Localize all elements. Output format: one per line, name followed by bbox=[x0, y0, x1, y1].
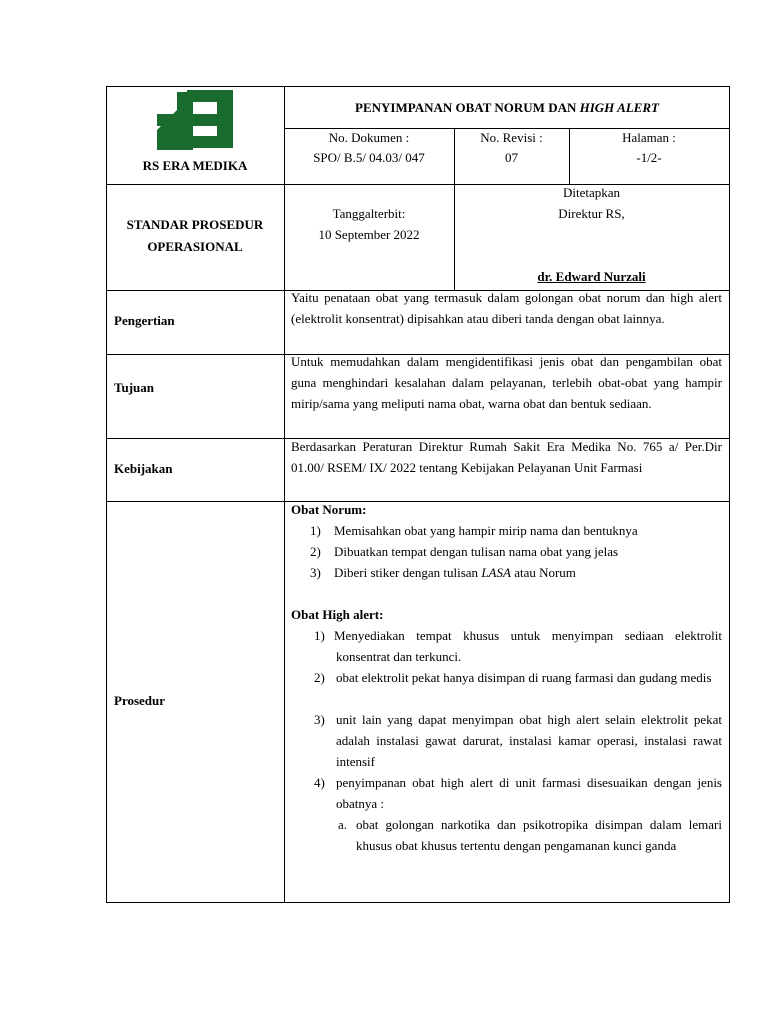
hospital-name: RS ERA MEDIKA bbox=[142, 158, 248, 173]
sop-line-1: STANDAR PROSEDUR bbox=[126, 217, 264, 232]
list-item-number: 2) bbox=[314, 670, 325, 685]
label-tujuan: Tujuan bbox=[114, 380, 154, 395]
item-text-italic: LASA bbox=[481, 565, 511, 580]
text-tujuan: Untuk memudahkan dalam mengidentifikasi jenis obat dan pengambilan obat guna menghindari kesalahan dalam pelayanan, terlebih obat-obat yang hampir mirip/sama yang meliputi nama obat, warna obat dan bentuk sediaan. bbox=[291, 354, 722, 411]
hospital-logo bbox=[155, 88, 237, 152]
list-item: unit lain yang dapat menyimpan obat high alert selain elektrolit pekat adalah instalasi gawat darurat, instalasi kamar operasi, instalasi rawat intensif bbox=[336, 712, 722, 769]
approved-role: Direktur RS, bbox=[558, 206, 625, 221]
border-left bbox=[106, 86, 107, 903]
issued-label: Tanggalterbit: bbox=[332, 206, 406, 221]
item-text-before: Diberi stiker dengan tulisan bbox=[334, 565, 482, 580]
list-item: obat elektrolit pekat hanya disimpan di ruang farmasi dan gudang medis bbox=[336, 670, 712, 685]
list-item bbox=[334, 562, 576, 583]
sub-item: obat golongan narkotika dan psikotropika disimpan dalam lemari khusus obat khusus tertentu dengan pengamanan kunci ganda bbox=[356, 817, 722, 853]
list-item: Menyediakan tempat khusus untuk menyimpan sediaan elektrolit konsentrat dan terkunci. bbox=[334, 628, 722, 664]
border-right bbox=[729, 86, 730, 903]
approved-label: Ditetapkan bbox=[562, 185, 621, 200]
high-alert-heading: Obat High alert: bbox=[291, 607, 384, 622]
issued-date: 10 September 2022 bbox=[318, 227, 420, 242]
sop-label bbox=[106, 214, 284, 258]
list-item: Dibuatkan tempat dengan tulisan nama obat yang jelas bbox=[334, 544, 619, 559]
list-item-number: 1) bbox=[310, 523, 321, 538]
title-main: PENYIMPANAN OBAT NORUM DAN bbox=[355, 100, 580, 115]
text-kebijakan: Berdasarkan Peraturan Direktur Rumah Sakit Era Medika No. 765 a/ Per.Dir 01.00/ RSEM/ IX/ 2022 tentang Kebijakan Pelayanan Unit Farmasi bbox=[291, 439, 722, 475]
sop-line-2: OPERASIONAL bbox=[147, 239, 243, 254]
revision-label: No. Revisi : bbox=[480, 130, 543, 145]
document-title bbox=[284, 99, 730, 117]
doc-no-label: No. Dokumen : bbox=[328, 130, 410, 145]
list-item-number: 3) bbox=[310, 565, 321, 580]
norum-heading: Obat Norum: bbox=[291, 502, 367, 517]
list-item: penyimpanan obat high alert di unit farmasi disesuaikan dengan jenis obatnya : bbox=[336, 775, 722, 811]
item-text-after: atau Norum bbox=[510, 565, 576, 580]
list-item-number: 3) bbox=[314, 712, 325, 727]
list-item: Memisahkan obat yang hampir mirip nama dan bentuknya bbox=[334, 523, 638, 538]
page-value: -1/2- bbox=[636, 150, 662, 165]
sub-item-letter: a. bbox=[338, 817, 348, 832]
page-label: Halaman : bbox=[622, 130, 676, 145]
list-item-number: 2) bbox=[310, 544, 321, 559]
row-divider-4 bbox=[106, 501, 730, 502]
list-item-number: 1) bbox=[314, 628, 325, 643]
approved-name: dr. Edward Nurzali bbox=[537, 269, 646, 284]
text-pengertian: Yaitu penataan obat yang termasuk dalam golongan obat norum dan high alert (elektrolit konsentrat) dipisahkan atau diberi tanda dengan obat lainnya. bbox=[291, 290, 722, 326]
doc-no-value: SPO/ B.5/ 04.03/ 047 bbox=[313, 150, 425, 165]
list-item-number: 4) bbox=[314, 775, 325, 790]
label-kebijakan: Kebijakan bbox=[114, 461, 173, 476]
border-bottom bbox=[106, 902, 730, 903]
title-italic: HIGH ALERT bbox=[579, 100, 659, 115]
label-prosedur: Prosedur bbox=[114, 693, 166, 708]
label-pengertian: Pengertian bbox=[114, 313, 175, 328]
border-top bbox=[106, 86, 730, 87]
revision-value: 07 bbox=[505, 150, 518, 165]
